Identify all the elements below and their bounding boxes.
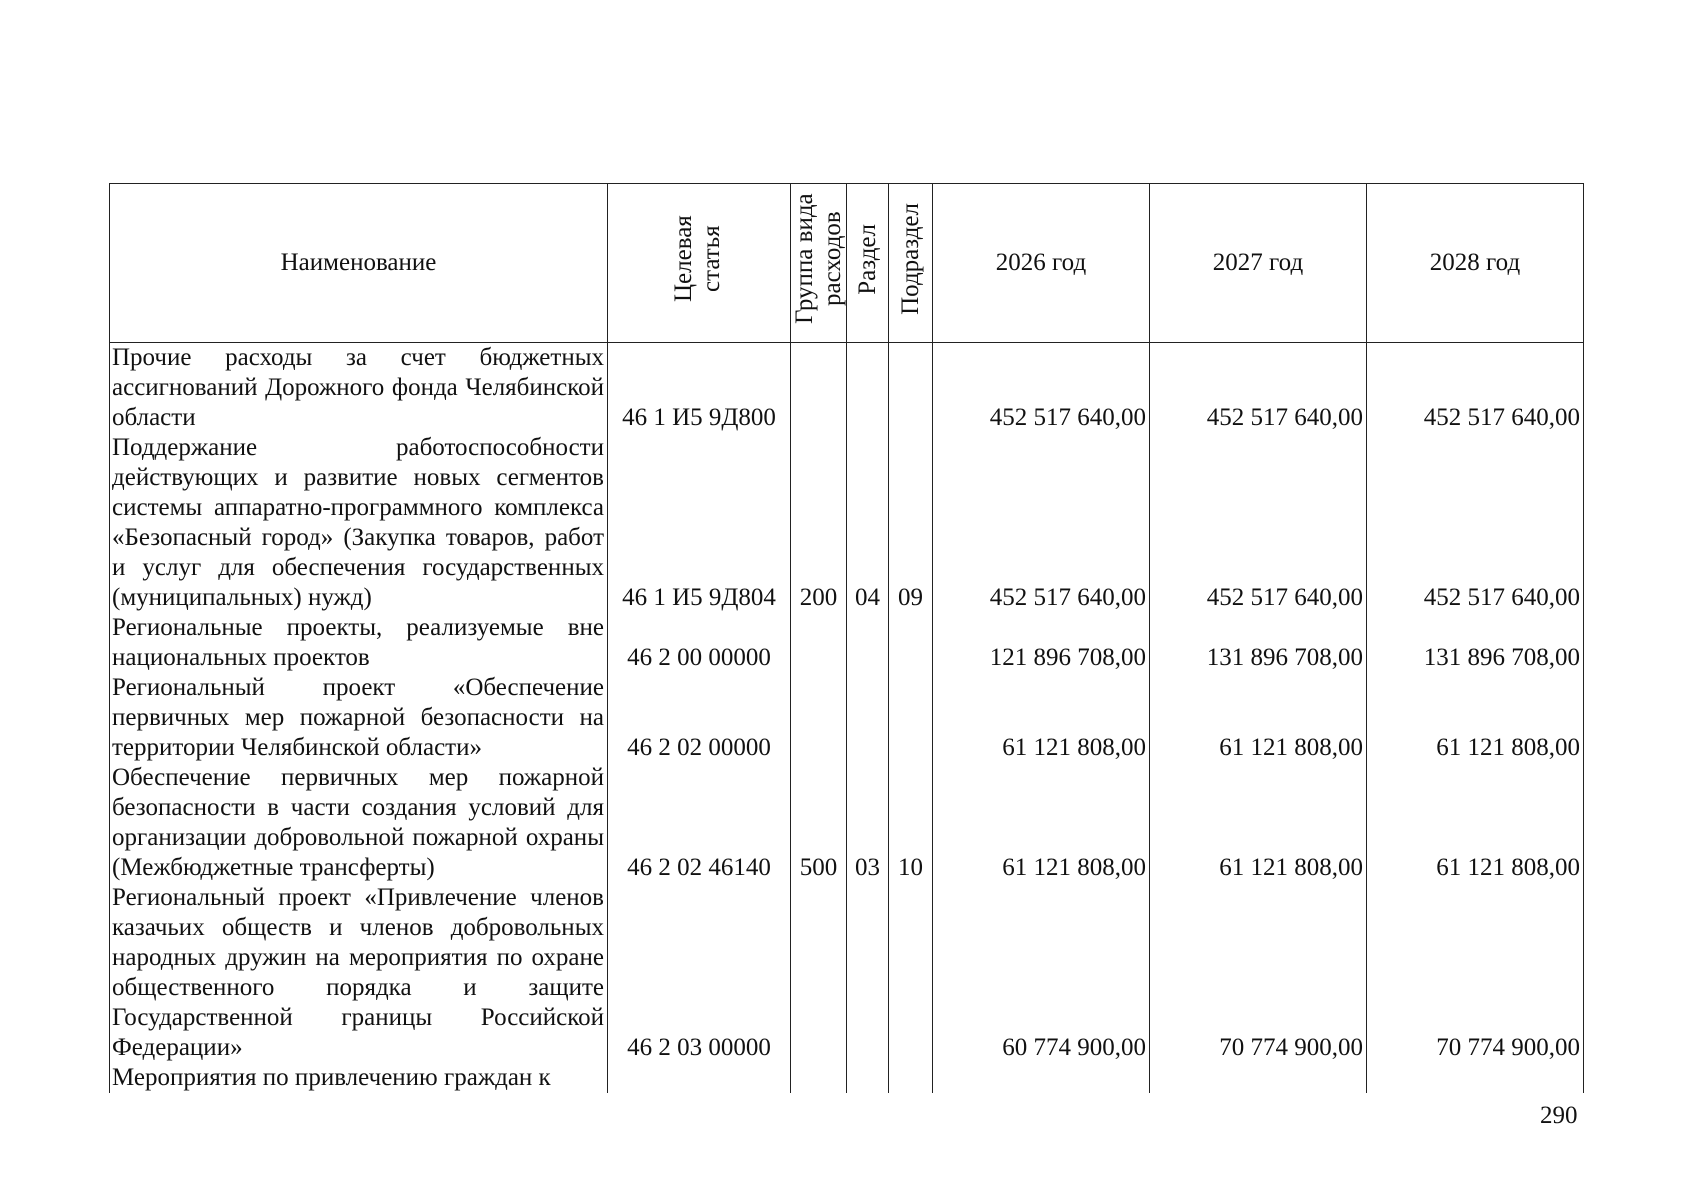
- target-code-cell: 46 2 03 00000: [608, 883, 791, 1063]
- expense-group-cell: [791, 673, 847, 763]
- expense-group-cell: 200: [791, 433, 847, 613]
- amount-2028-cell: 61 121 808,00: [1367, 763, 1584, 883]
- target-code-cell: 46 2 02 00000: [608, 673, 791, 763]
- amount-2028-cell: 452 517 640,00: [1367, 343, 1584, 434]
- subsection-cell: [889, 613, 933, 673]
- amount-2028-cell: 452 517 640,00: [1367, 433, 1584, 613]
- subsection-cell: 10: [889, 763, 933, 883]
- header-2028: 2028 год: [1367, 184, 1584, 343]
- name-cell: Прочие расходы за счет бюджетных ассигнований Дорожного фонда Челябинской области: [110, 343, 608, 434]
- section-cell: [847, 613, 889, 673]
- header-section-label: Раздел: [853, 223, 881, 295]
- table-row: [110, 1063, 1584, 1093]
- amount-2027-cell: 70 774 900,00: [1150, 883, 1367, 1063]
- header-target-label: Целевая статья: [670, 215, 725, 303]
- page-number: 290: [1540, 1102, 1578, 1129]
- subsection-cell: [889, 343, 933, 434]
- name-cell: Мероприятия по привлечению граждан к: [110, 1063, 608, 1093]
- header-2026: 2026 год: [933, 184, 1150, 343]
- budget-table: [109, 183, 1584, 1093]
- amount-2026-cell: 121 896 708,00: [933, 613, 1150, 673]
- header-subsection: [889, 184, 933, 343]
- header-name: Наименование: [110, 184, 608, 343]
- section-cell: 03: [847, 763, 889, 883]
- subsection-cell: 09: [889, 433, 933, 613]
- table-row: [110, 433, 1584, 613]
- name-cell: Поддержание работоспособности действующих и развитие новых сегментов системы аппаратно-программного комплекса «Безопасный город» (Закупка товаров, работ и услуг для обеспечения государственных (муниципальных) нужд): [110, 433, 608, 613]
- table-row: [110, 883, 1584, 1063]
- table-row: [110, 343, 1584, 434]
- expense-group-cell: [791, 883, 847, 1063]
- amount-2028-cell: 61 121 808,00: [1367, 673, 1584, 763]
- target-code-cell: 46 2 02 46140: [608, 763, 791, 883]
- header-target: [608, 184, 791, 343]
- amount-2027-cell: [1150, 1063, 1367, 1093]
- name-cell: Обеспечение первичных мер пожарной безопасности в части создания условий для организации добровольной пожарной охраны (Межбюджетные трансферты): [110, 763, 608, 883]
- subsection-cell: [889, 1063, 933, 1093]
- amount-2027-cell: 131 896 708,00: [1150, 613, 1367, 673]
- table-body: [110, 343, 1584, 1094]
- target-code-cell: [608, 1063, 791, 1093]
- table-row: [110, 673, 1584, 763]
- amount-2028-cell: [1367, 1063, 1584, 1093]
- amount-2026-cell: 452 517 640,00: [933, 433, 1150, 613]
- amount-2026-cell: 452 517 640,00: [933, 343, 1150, 434]
- table-row: [110, 763, 1584, 883]
- expense-group-cell: [791, 1063, 847, 1093]
- header-row: [110, 184, 1584, 343]
- header-subsection-label: Подраздел: [896, 203, 924, 315]
- section-cell: 04: [847, 433, 889, 613]
- table-row: [110, 613, 1584, 673]
- amount-2026-cell: 60 774 900,00: [933, 883, 1150, 1063]
- expense-group-cell: [791, 613, 847, 673]
- name-cell: Региональный проект «Обеспечение первичных мер пожарной безопасности на территории Челябинской области»: [110, 673, 608, 763]
- amount-2026-cell: [933, 1063, 1150, 1093]
- amount-2027-cell: 452 517 640,00: [1150, 343, 1367, 434]
- amount-2026-cell: 61 121 808,00: [933, 673, 1150, 763]
- section-cell: [847, 673, 889, 763]
- subsection-cell: [889, 883, 933, 1063]
- amount-2026-cell: 61 121 808,00: [933, 763, 1150, 883]
- amount-2027-cell: 61 121 808,00: [1150, 763, 1367, 883]
- subsection-cell: [889, 673, 933, 763]
- target-code-cell: 46 1 И5 9Д800: [608, 343, 791, 434]
- header-expense-group: [791, 184, 847, 343]
- name-cell: Региональный проект «Привлечение членов казачьих обществ и членов добровольных народных дружин на мероприятия по охране общественного порядка и защите Государственной границы Российской Федерации»: [110, 883, 608, 1063]
- header-section: [847, 184, 889, 343]
- expense-group-cell: [791, 343, 847, 434]
- expense-group-cell: 500: [791, 763, 847, 883]
- section-cell: [847, 1063, 889, 1093]
- amount-2027-cell: 61 121 808,00: [1150, 673, 1367, 763]
- section-cell: [847, 883, 889, 1063]
- amount-2028-cell: 70 774 900,00: [1367, 883, 1584, 1063]
- amount-2028-cell: 131 896 708,00: [1367, 613, 1584, 673]
- amount-2027-cell: 452 517 640,00: [1150, 433, 1367, 613]
- header-2027: 2027 год: [1150, 184, 1367, 343]
- section-cell: [847, 343, 889, 434]
- target-code-cell: 46 2 00 00000: [608, 613, 791, 673]
- target-code-cell: 46 1 И5 9Д804: [608, 433, 791, 613]
- name-cell: Региональные проекты, реализуемые вне национальных проектов: [110, 613, 608, 673]
- header-expense-group-label: Группа вида расходов: [791, 193, 846, 325]
